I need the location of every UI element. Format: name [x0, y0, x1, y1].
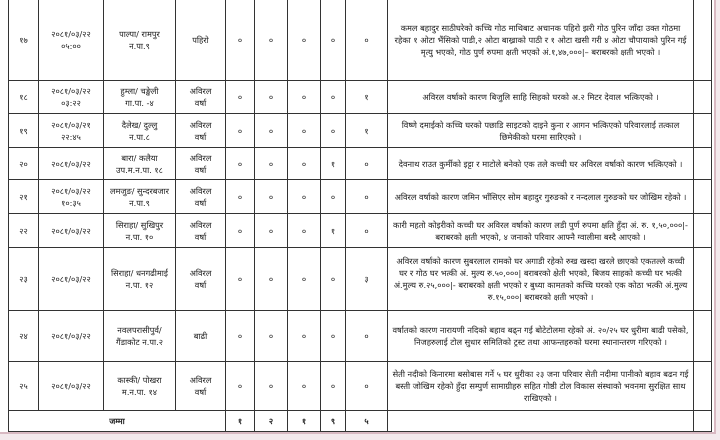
date-time-cell [39, 0, 104, 81]
location-municipality: न.पा.८ [129, 131, 150, 142]
location-district: कास्की/ पोखरा [117, 375, 162, 385]
date-text: २०८१/०३/२२ [51, 274, 91, 284]
table-row [9, 248, 712, 311]
serial-number-cell: १७ [9, 0, 39, 81]
total-count-3: १ [288, 411, 321, 432]
location-district: सिराहा/ धनगढीमाई [111, 268, 168, 278]
serial-number-cell: २१ [9, 180, 39, 214]
location-cell [104, 180, 176, 214]
count-cell-3: ० [288, 362, 321, 411]
serial-number-cell: २० [9, 148, 39, 180]
location-district: सिराहा/ सुखिपुर [115, 219, 164, 230]
date-time-cell [39, 180, 104, 214]
table-row [9, 214, 712, 248]
location-cell [104, 214, 176, 248]
count-cell-5: ० [346, 148, 388, 180]
location-district: दैलेख/ दुल्लु [121, 119, 158, 130]
location-cell [104, 81, 176, 114]
totals-description-cell [388, 411, 694, 432]
date-time-cell [39, 214, 104, 248]
serial-number-cell: १८ [9, 81, 39, 114]
table-row [9, 114, 712, 148]
disaster-type-line2: वर्षा [194, 164, 207, 175]
date-text: २०८१/०३/२२ [51, 225, 91, 236]
total-count-5: ५ [346, 411, 388, 432]
location-district: हुम्ला/ चङ्खेली [120, 86, 159, 96]
disaster-type-line1: पहिरो [192, 35, 209, 45]
totals-row [9, 411, 712, 432]
location-municipality: गैंडाकोट न.पा.२ [115, 337, 164, 347]
count-cell-4: १ [321, 214, 346, 248]
disaster-type-line2: वर्षा [194, 197, 207, 208]
count-cell-5: ० [346, 180, 388, 214]
table-body [9, 0, 712, 432]
location-cell [104, 114, 176, 148]
date-text: २०८१/०३/२२ [51, 158, 91, 169]
remarks-cell [694, 0, 712, 81]
disaster-type-cell [176, 311, 226, 362]
location-municipality: उप.म.न.पा. १८ [116, 164, 163, 175]
remarks-cell [694, 248, 712, 311]
date-time-cell [39, 362, 104, 411]
count-cell-3: ० [288, 311, 321, 362]
total-count-4: ९ [321, 411, 346, 432]
location-municipality: म.न.पा. १४ [121, 387, 158, 397]
count-cell-2: ० [255, 362, 288, 411]
disaster-type-cell [176, 248, 226, 311]
disaster-type-cell [176, 180, 226, 214]
description-cell: अविरल वर्षाको कारण सुबरलाल रामको घर अगाडी रहेको रुख खस्दा खरले छाएको एकतल्ले कच्ची घर र गोठ घर भत्की अं. मुल्य रु.५०,०००| बराबरको क्षेती भएको, बिजय साहको कच्ची घर भत्की अं.मुल्य रु.२५,०००|- बराबरको क्षती भएको र बुध्या कामतको कच्चि घरको एक कोठा भत्की अं.मुल्य रु.१५,०००| बराबरको क्षती भएको । [388, 248, 694, 311]
count-cell-3: ० [288, 81, 321, 114]
remarks-cell [694, 114, 712, 148]
time-text: १०:३५ [61, 197, 81, 208]
totals-label: जम्मा [9, 411, 226, 432]
count-cell-4: ० [321, 0, 346, 81]
count-cell-4: ० [321, 114, 346, 148]
remarks-cell [694, 180, 712, 214]
time-text: ०५:०० [61, 41, 81, 51]
disaster-type-line1: अविरल [189, 119, 212, 130]
disaster-type-line1: अविरल [189, 86, 212, 96]
count-cell-1: ० [226, 114, 255, 148]
date-time-cell [39, 248, 104, 311]
count-cell-5: ० [346, 0, 388, 81]
total-count-1: १ [226, 411, 255, 432]
disaster-type-line1: अविरल [189, 375, 212, 385]
disaster-type-line2: वर्षा [194, 131, 207, 142]
location-district: पाल्पा/ रामपुर [119, 29, 160, 39]
disaster-type-line2: वर्षा [194, 231, 207, 242]
count-cell-5: १ [346, 114, 388, 148]
serial-number-cell: १९ [9, 114, 39, 148]
remarks-cell [694, 214, 712, 248]
location-district: बारा/ कलैया [121, 152, 158, 163]
location-cell [104, 311, 176, 362]
disaster-type-cell [176, 148, 226, 180]
count-cell-1: ० [226, 180, 255, 214]
count-cell-1: ० [226, 81, 255, 114]
description-cell: अविरल वर्षाको कारण जमिन भाँसिएर सोम बहादुर गुरुङको र नन्दलाल गुरुङको घर जोखिम रहेको । [388, 180, 694, 214]
location-municipality: न.पा.९ [129, 41, 150, 51]
count-cell-3: ० [288, 214, 321, 248]
count-cell-4: ० [321, 248, 346, 311]
disaster-incident-table [8, 0, 712, 432]
date-text: २०८१/०३/२१ [51, 119, 91, 130]
date-time-cell [39, 148, 104, 180]
disaster-type-cell [176, 81, 226, 114]
count-cell-1: ० [226, 148, 255, 180]
table-row [9, 311, 712, 362]
description-cell: विष्णे दमाईको कच्चि घरको पछाडि साइटको दाइने कुना र आगन भत्किएको परिवारलाई तत्काल छिमेकीको घरमा सारिएको । [388, 114, 694, 148]
disaster-type-line1: अविरल [189, 185, 212, 196]
disaster-type-cell [176, 214, 226, 248]
remarks-cell [694, 148, 712, 180]
count-cell-2: ० [255, 180, 288, 214]
disaster-type-line2: वर्षा [194, 98, 207, 108]
count-cell-5: ० [346, 362, 388, 411]
disaster-type-line1: अविरल [189, 268, 212, 278]
count-cell-4: ० [321, 180, 346, 214]
serial-number-cell: २५ [9, 362, 39, 411]
description-cell: कारी महतो कोइरीको कच्ची घर अविरल वर्षाको कारण लडी पुर्ण रुपमा क्षति हुँदा अं. रु. १,५०,०००|- बराबरको क्षती भएको, ४ जनाको परिवार आफ्नै ग्वालीमा बस्दै आएको । [388, 214, 694, 248]
count-cell-5: १ [346, 81, 388, 114]
location-cell [104, 0, 176, 81]
count-cell-3: ० [288, 180, 321, 214]
count-cell-4: ० [321, 81, 346, 114]
count-cell-2: ० [255, 81, 288, 114]
count-cell-4: ० [321, 362, 346, 411]
location-cell [104, 362, 176, 411]
date-text: २०८१/०३/२२ [51, 86, 91, 96]
count-cell-4: ० [321, 311, 346, 362]
date-time-cell [39, 81, 104, 114]
remarks-cell [694, 362, 712, 411]
table-row [9, 148, 712, 180]
disaster-type-line1: अविरल [189, 219, 212, 230]
count-cell-1: ० [226, 248, 255, 311]
description-cell: वर्षातको कारण नारायणी नदिको बहाव बढ्न गई बोटेटोलमा रहेको अं. २०/२५ घर धुरीमा बाढी पसेको, निजहरुलाई टोल सुधार समितिको ट्रस्ट तथा आफन्तहरुको घरमा स्थानान्तरण गरिएको । [388, 311, 694, 362]
date-time-cell [39, 311, 104, 362]
count-cell-2: ० [255, 311, 288, 362]
disaster-type-cell [176, 362, 226, 411]
count-cell-3: ० [288, 248, 321, 311]
serial-number-cell: २२ [9, 214, 39, 248]
count-cell-3: ० [288, 148, 321, 180]
date-time-cell [39, 114, 104, 148]
location-district: नवलपरासीपुर्व/ [117, 325, 162, 335]
count-cell-4: १ [321, 148, 346, 180]
location-municipality: गा.पा. -४ [125, 98, 154, 108]
location-cell [104, 248, 176, 311]
count-cell-5: ३ [346, 248, 388, 311]
table-row [9, 180, 712, 214]
disaster-type-line1: अविरल [189, 152, 212, 163]
serial-number-cell: २४ [9, 311, 39, 362]
disaster-type-cell [176, 0, 226, 81]
count-cell-5: ० [346, 311, 388, 362]
count-cell-2: ० [255, 148, 288, 180]
count-cell-1: ० [226, 214, 255, 248]
totals-remarks-cell [694, 411, 712, 432]
date-text: २०८१/०३/२२ [51, 331, 91, 341]
count-cell-2: ० [255, 114, 288, 148]
disaster-type-line2: वर्षा [194, 280, 207, 290]
count-cell-2: ० [255, 214, 288, 248]
description-cell: सेती नदीको किनारमा बसोबास गर्ने ५ घर धुरीका २३ जना परिवार सेती नदीमा पानीको बहाव बढन गई बस्ती जोखिम रहेको हुँदा सम्पुर्ण सामाग्रीहरु सहित गोष्ठी टोल विकास संस्थाको भवनमा सुरक्षित साथ राखिएको । [388, 362, 694, 411]
count-cell-3: ० [288, 0, 321, 81]
location-cell [104, 148, 176, 180]
count-cell-2: ० [255, 0, 288, 81]
description-cell: कमल बहादुर साठीघरेको कच्चि गोठ माथिबाट अचानक पहिरो झरी गोठ पुरिन जाँदा उक्त गोठमा रहेका १ ओटा भैंसिको पाडी,२ ओटा बाख्राको पाठी र १ ओटा खसी गरी ४ ओटा चौपायाको पुरिन गई मृत्यु भएको, गोठ पुर्ण रुपमा क्षती भएको अं.१,४७,०००|– बराबरको क्षती भएको । [388, 0, 694, 81]
count-cell-1: ० [226, 362, 255, 411]
location-district: लमजुङ/ सुन्दरबजार [109, 185, 170, 196]
count-cell-5: ० [346, 214, 388, 248]
table-row [9, 362, 712, 411]
count-cell-3: ० [288, 114, 321, 148]
table-row [9, 81, 712, 114]
location-municipality: न.पा. १० [125, 231, 154, 242]
remarks-cell [694, 81, 712, 114]
description-cell: अविरल वर्षाको कारण बिजुलि साहि सिहको घरको अ.२ मिटर देवाल भत्किएको । [388, 81, 694, 114]
disaster-type-line2: वर्षा [194, 387, 207, 397]
count-cell-1: ० [226, 0, 255, 81]
location-municipality: न.पा. १२ [125, 280, 154, 290]
date-text: २०८१/०३/२२ [51, 29, 91, 39]
description-cell: देवनाथ राउत कुर्मीको इट्टा र माटोले बनेको एक तले कच्ची घर अविरल वर्षाको कारण भत्किएको । [388, 148, 694, 180]
total-count-2: २ [255, 411, 288, 432]
location-municipality: न.पा.९ [129, 197, 150, 208]
table-row [9, 0, 712, 81]
disaster-type-line1: बाढी [193, 331, 208, 341]
count-cell-2: ० [255, 248, 288, 311]
time-text: ०३:२२ [61, 98, 81, 108]
date-text: २०८१/०३/२२ [51, 185, 91, 196]
serial-number-cell: २३ [9, 248, 39, 311]
remarks-cell [694, 311, 712, 362]
count-cell-1: ० [226, 311, 255, 362]
date-text: २०८१/०३/२२ [51, 381, 91, 391]
time-text: २२:४५ [61, 131, 81, 142]
disaster-type-cell [176, 114, 226, 148]
